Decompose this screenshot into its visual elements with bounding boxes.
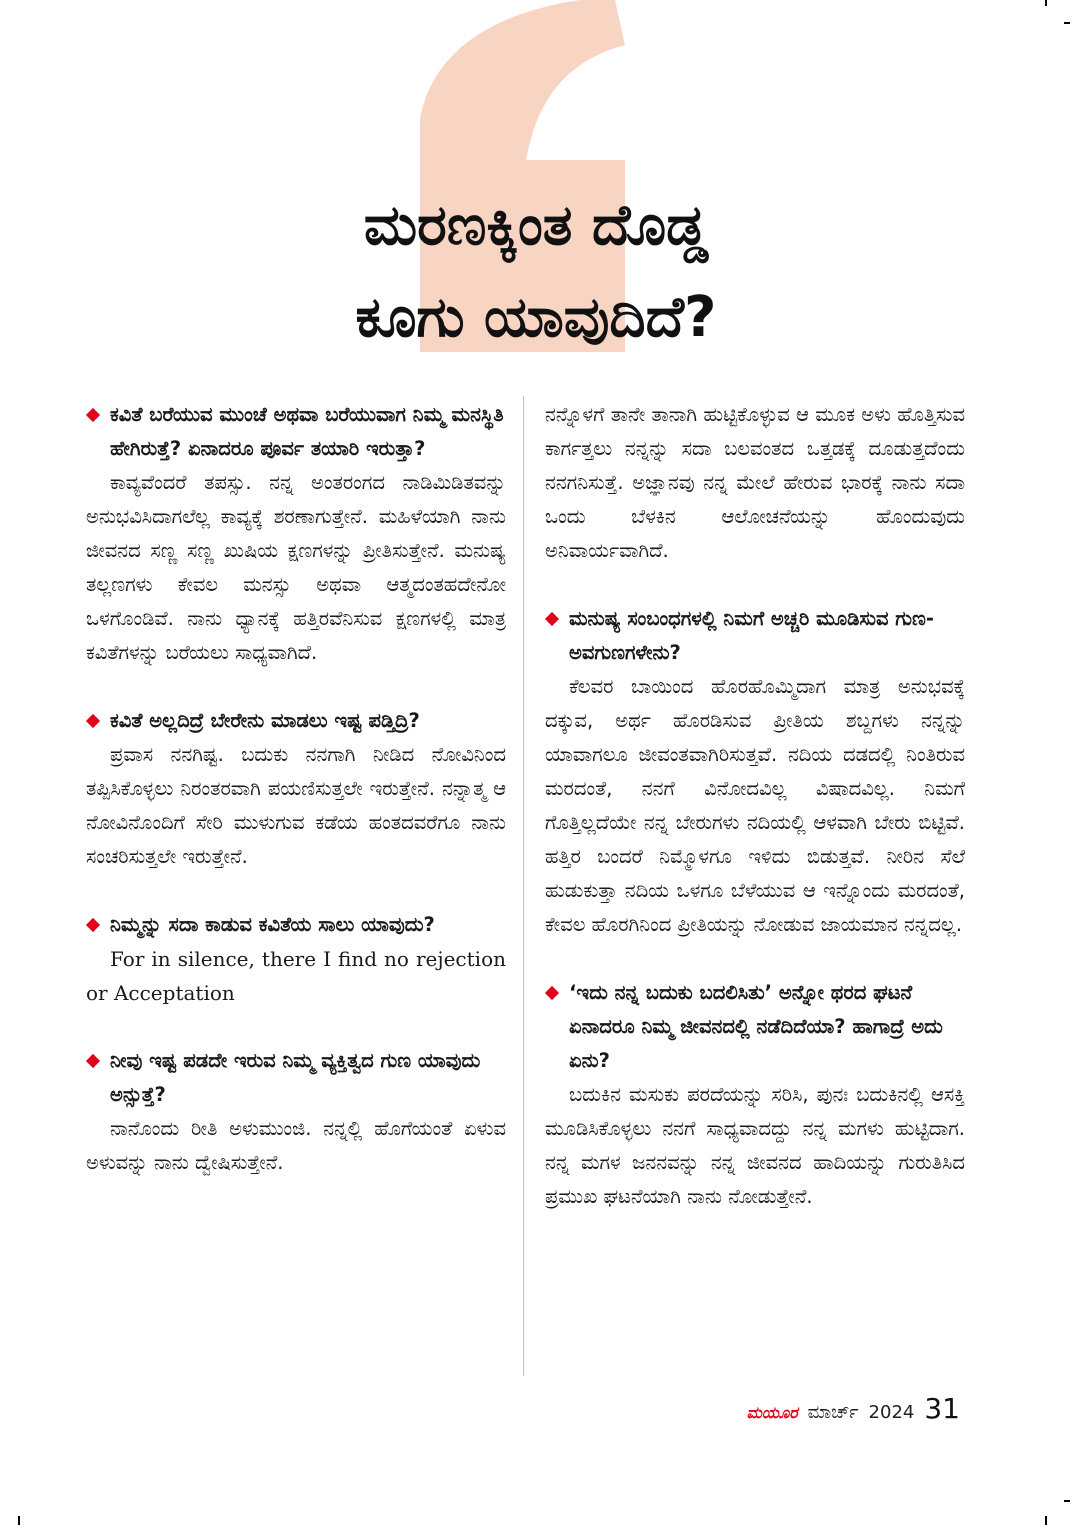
bullet-icon [86, 714, 100, 728]
column-divider [523, 396, 524, 1376]
question: ಮನುಷ್ಯ ಸಂಬಂಧಗಳಲ್ಲಿ ನಿಮಗೆ ಅಚ್ಚರಿ ಮೂಡಿಸುವ ಗುಣ-ಅವಗುಣಗಳೇನು? [545, 602, 965, 670]
answer: ಕೆಲವರ ಬಾಯಿಂದ ಹೊರಹೊಮ್ಮಿದಾಗ ಮಾತ್ರ ಅನುಭವಕ್ಕೆ ದಕ್ಕುವ, ಅರ್ಥ ಹೊರಡಿಸುವ ಪ್ರೀತಿಯ ಶಬ್ದಗಳು ನನ್ನನ್ನು ಯಾವಾಗಲೂ ಜೀವಂತವಾಗಿರಿಸುತ್ತವೆ. ನದಿಯ ದಡದಲ್ಲಿ ನಿಂತಿರುವ ಮರದಂತೆ, ನನಗೆ ವಿನೋದವಿಲ್ಲ ವಿಷಾದವಿಲ್ಲ. ನಿಮಗೆ ಗೊತ್ತಿಲ್ಲದೆಯೇ ನನ್ನ ಬೇರುಗಳು ನದಿಯಲ್ಲಿ ಆಳವಾಗಿ ಬೇರು ಬಿಟ್ಟಿವೆ. ಹತ್ತಿರ ಬಂದರೆ ನಿಮ್ಮೊಳಗೂ ಇಳಿದು ಬಿಡುತ್ತವೆ. ನೀರಿನ ಸೆಲೆ ಹುಡುಕುತ್ತಾ ನದಿಯ ಒಳಗೂ ಬೆಳೆಯುವ ಆ ಇನ್ನೊಂದು ಮರದಂತೆ, ಕೇವಲ ಹೊರಗಿನಿಂದ ಪ್ರೀತಿಯನ್ನು ನೋಡುವ ಜಾಯಮಾನ ನನ್ನದಲ್ಲ. [545, 675, 965, 936]
answer: ಬದುಕಿನ ಮಸುಕು ಪರದೆಯನ್ನು ಸರಿಸಿ, ಪುನಃ ಬದುಕಿನಲ್ಲಿ ಆಸಕ್ತಿ ಮೂಡಿಸಿಕೊಳ್ಳಲು ನನಗೆ ಸಾಧ್ಯವಾದದ್ದು ನನ್ನ ಮಗಳು ಹುಟ್ಟಿದಾಗ. ನನ್ನ ಮಗಳ ಜನನವನ್ನು ನನ್ನ ಜೀವನದ ಹಾದಿಯನ್ನು ಗುರುತಿಸಿದ ಪ್ರಮುಖ ಘಟನೆಯಾಗಿ ನಾನು ನೋಡುತ್ತೇನೆ. [545, 1083, 965, 1208]
answer: ನಾನೊಂದು ರೀತಿ ಅಳುಮುಂಜಿ. ನನ್ನಲ್ಲಿ ಹೊಗೆಯಂತೆ ಏಳುವ ಅಳುವನ್ನು ನಾನು ದ್ವೇಷಿಸುತ್ತೇನೆ. [86, 1117, 506, 1174]
crop-mark [1045, 1516, 1047, 1525]
bullet-icon [86, 1054, 100, 1068]
issue-year: 2024 [868, 1402, 915, 1423]
left-column [86, 398, 506, 1180]
bullet-icon [545, 612, 559, 626]
bullet-icon [86, 408, 100, 422]
title-line-2: ಕೂಗು ಯಾವುದಿದೆ? [355, 285, 717, 350]
question: ನೀವು ಇಷ್ಟ ಪಡದೇ ಇರುವ ನಿಮ್ಮ ವ್ಯಕ್ತಿತ್ವದ ಗುಣ ಯಾವುದು ಅನ್ಸುತ್ತೆ? [86, 1044, 506, 1112]
right-column [545, 398, 965, 1214]
question: ಕವಿತೆ ಬರೆಯುವ ಮುಂಚೆ ಅಥವಾ ಬರೆಯುವಾಗ ನಿಮ್ಮ ಮನಸ್ಥಿತಿ ಹೇಗಿರುತ್ತೆ? ಏನಾದರೂ ಪೂರ್ವ ತಯಾರಿ ಇರುತ್ತಾ? [86, 398, 506, 466]
crop-mark [1064, 22, 1070, 24]
title-line-1: ಮರಣಕ್ಕಿಂತ ದೊಡ್ಡ [363, 193, 709, 258]
answer: For in silence, there I find no rejection or Acceptation [86, 947, 506, 1005]
question: ಕವಿತೆ ಅಲ್ಲದಿದ್ರೆ ಬೇರೇನು ಮಾಡಲು ಇಷ್ಟ ಪಡ್ತಿದ್ರಿ? [86, 704, 506, 738]
answer: ಕಾವ್ಯವೆಂದರೆ ತಪಸ್ಸು. ನನ್ನ ಅಂತರಂಗದ ನಾಡಿಮಿಡಿತವನ್ನು ಅನುಭವಿಸಿದಾಗಲೆಲ್ಲ ಕಾವ್ಯಕ್ಕೆ ಶರಣಾಗುತ್ತೇನೆ. ಮಹಿಳೆಯಾಗಿ ನಾನು ಜೀವನದ ಸಣ್ಣ ಸಣ್ಣ ಖುಷಿಯ ಕ್ಷಣಗಳನ್ನು ಪ್ರೀತಿಸುತ್ತೇನೆ. ಮನುಷ್ಯ ತಲ್ಲಣಗಳು ಕೇವಲ ಮನಸ್ಸು ಅಥವಾ ಆತ್ಮದಂತಹದೇನೋ ಒಳಗೊಂಡಿವೆ. ನಾನು ಧ್ಯಾನಕ್ಕೆ ಹತ್ತಿರವೆನಿಸುವ ಕ್ಷಣಗಳಲ್ಲಿ ಮಾತ್ರ ಕವಿತೆಗಳನ್ನು ಬರೆಯಲು ಸಾಧ್ಯವಾಗಿದೆ. [86, 471, 506, 664]
crop-mark [18, 1516, 20, 1525]
bullet-icon [86, 918, 100, 932]
answer: ಪ್ರವಾಸ ನನಗಿಷ್ಟ. ಬದುಕು ನನಗಾಗಿ ನೀಡಿದ ನೋವಿನಿಂದ ತಪ್ಪಿಸಿಕೊಳ್ಳಲು ನಿರಂತರವಾಗಿ ಪಯಣಿಸುತ್ತಲೇ ಇರುತ್ತೇನೆ. ನನ್ನಾತ್ಮ ಆ ನೋವಿನೊಂದಿಗೆ ಸೇರಿ ಮುಳುಗುವ ಕಡೆಯ ಹಂತದವರೆಗೂ ನಾನು ಸಂಚರಿಸುತ್ತಲೇ ಇರುತ್ತೇನೆ. [86, 743, 506, 868]
magazine-logo: ಮಯೂರ [746, 1403, 798, 1422]
page-footer [747, 1392, 960, 1425]
question: ನಿಮ್ಮನ್ನು ಸದಾ ಕಾಡುವ ಕವಿತೆಯ ಸಾಲು ಯಾವುದು? [86, 908, 506, 942]
answer-continued: ನನ್ನೊಳಗೆ ತಾನೇ ತಾನಾಗಿ ಹುಟ್ಟಿಕೊಳ್ಳುವ ಆ ಮೂಕ ಅಳು ಹೊತ್ತಿಸುವ ಕಾರ್ಗತ್ತಲು ನನ್ನನ್ನು ಸದಾ ಬಲವಂತದ ಒತ್ತಡಕ್ಕೆ ದೂಡುತ್ತದೆಂದು ನನಗನಿಸುತ್ತೆ. ಅಜ್ಞಾನವು ನನ್ನ ಮೇಲೆ ಹೇರುವ ಭಾರಕ್ಕೆ ನಾನು ಸದಾ ಒಂದು ಬೆಳಕಿನ ಆಲೋಚನೆಯನ್ನು ಹೊಂದುವುದು ಅನಿವಾರ್ಯವಾಗಿದೆ. [545, 403, 965, 562]
page-title [0, 180, 1072, 364]
crop-mark [1045, 0, 1047, 6]
page-number: 31 [924, 1392, 960, 1425]
crop-mark [1064, 1500, 1070, 1502]
issue-month: ಮಾರ್ಚ್ [807, 1402, 859, 1423]
bullet-icon [545, 986, 559, 1000]
question: ‘ಇದು ನನ್ನ ಬದುಕು ಬದಲಿಸಿತು’ ಅನ್ನೋ ಥರದ ಘಟನೆ ಏನಾದರೂ ನಿಮ್ಮ ಜೀವನದಲ್ಲಿ ನಡೆದಿದೆಯಾ? ಹಾಗಾದ್ರೆ ಅದು ಏನು? [545, 976, 965, 1078]
